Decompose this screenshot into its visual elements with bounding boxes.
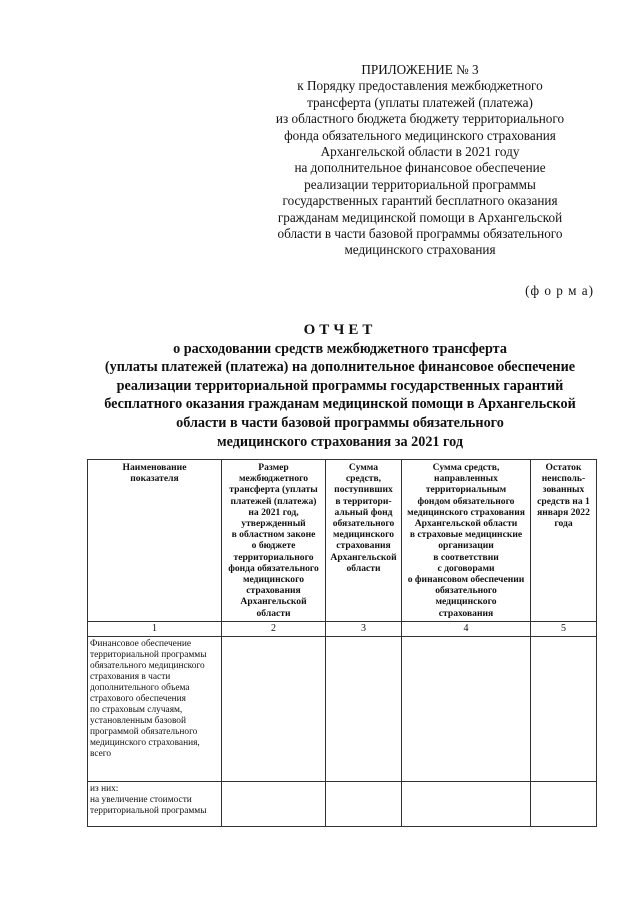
- column-header-line: Размер: [258, 462, 289, 473]
- column-header-line: Архангельской: [240, 596, 307, 608]
- report-title-line: реализации территориальной программы государственных гарантий: [116, 377, 564, 394]
- column-header-line: страхования: [336, 540, 391, 552]
- indicator-name-line: территориальной программы: [90, 649, 207, 660]
- column-header-line: обязательного: [332, 518, 395, 530]
- indicator-name-line: страхования в части: [90, 671, 171, 682]
- column-header: [531, 460, 597, 622]
- report-title-line: медицинского страхования за 2021 год: [216, 433, 463, 450]
- column-header-line: страхования: [438, 607, 494, 619]
- column-header-line: с договорами: [437, 562, 495, 574]
- indicator-name-cell: [88, 636, 222, 781]
- report-title: [60, 321, 620, 451]
- value-cell: [402, 781, 531, 826]
- column-header-line: января 2022: [537, 506, 590, 518]
- table-row: [88, 781, 597, 826]
- column-header: [402, 460, 531, 622]
- column-header-line: года: [554, 518, 573, 530]
- column-header-line: медицинского: [435, 596, 497, 608]
- column-header-line: фонда обязательного: [228, 562, 319, 574]
- column-header-line: средств,: [345, 473, 382, 485]
- indicator-name-line: медицинского страхования,: [90, 737, 200, 748]
- appendix-block: [240, 62, 600, 259]
- column-header-line: Сумма средств,: [432, 462, 500, 473]
- column-header-line: страхования: [246, 585, 301, 597]
- column-header-line: Сумма: [348, 462, 379, 473]
- column-header-line: Архангельской области: [414, 518, 518, 530]
- indicator-name-line: страхового обеспечения: [90, 693, 186, 704]
- column-header: [88, 460, 222, 622]
- appendix-line: государственных гарантий бесплатного оказания: [282, 193, 558, 209]
- column-header: [326, 460, 402, 622]
- column-header: [222, 460, 326, 622]
- column-header-line: в страховые медицинские: [409, 529, 523, 541]
- value-cell: [222, 636, 326, 781]
- report-title-line: бесплатного оказания гражданам медицинской помощи в Архангельской: [104, 396, 576, 413]
- column-header-line: о бюджете: [251, 540, 296, 552]
- column-number: 2: [222, 621, 326, 636]
- column-header-line: медицинского: [242, 574, 304, 586]
- indicator-name-cell: [88, 781, 222, 826]
- value-cell: [402, 636, 531, 781]
- column-header-line: неисполь-: [541, 473, 586, 485]
- appendix-line: к Порядку предоставления межбюджетного: [297, 78, 543, 94]
- column-header-line: территориальным: [425, 484, 507, 496]
- appendix-line: ПРИЛОЖЕНИЕ № 3: [361, 62, 479, 77]
- indicator-name-line: территориальной программы: [90, 805, 207, 816]
- column-header-line: в соответствии: [433, 551, 499, 563]
- column-header-line: средств на 1: [537, 495, 590, 507]
- indicator-name-line: дополнительного объема: [90, 682, 190, 693]
- value-cell: [326, 636, 402, 781]
- column-number: 1: [88, 621, 222, 636]
- appendix-line: из областного бюджета бюджету территориального: [275, 111, 565, 127]
- column-header-line: в областном законе: [231, 529, 316, 541]
- column-header-line: межбюджетного: [238, 473, 309, 485]
- column-header-line: медицинского: [332, 529, 394, 541]
- appendix-line: на дополнительное финансовое обеспечение: [294, 160, 546, 176]
- column-header-line: поступивших: [334, 484, 393, 496]
- report-title-line: области в части базовой программы обязательного: [176, 414, 504, 431]
- column-number-row: [88, 621, 597, 636]
- column-header-line: области: [346, 562, 381, 574]
- indicator-name-line: установленным базовой: [90, 715, 187, 726]
- form-label: (ф о р м а): [525, 283, 594, 298]
- column-header-line: трансферта (уплаты: [229, 484, 318, 496]
- column-header-line: медицинского страхования: [407, 506, 525, 518]
- column-number: 4: [402, 621, 531, 636]
- indicator-name-line: на увеличение стоимости: [90, 794, 192, 805]
- column-number: 3: [326, 621, 402, 636]
- column-number: 5: [531, 621, 597, 636]
- appendix-line: области в части базовой программы обязательного: [277, 226, 563, 242]
- column-header-line: зованных: [542, 484, 585, 496]
- indicator-name-line: по страховым случаям,: [90, 704, 183, 715]
- indicator-name-line: программой обязательного: [90, 726, 198, 737]
- appendix-line: медицинского страхования: [344, 242, 496, 258]
- indicator-name-line: всего: [90, 748, 112, 759]
- appendix-line: Архангельской области в 2021 году: [320, 144, 520, 160]
- report-title-line: о расходовании средств межбюджетного трансферта: [173, 340, 507, 357]
- indicator-name-line: Финансовое обеспечение: [90, 638, 192, 649]
- column-header-line: платежей (платежа): [230, 495, 317, 507]
- report-heading: ОТЧЕТ: [303, 322, 377, 338]
- column-header-line: показателя: [130, 473, 179, 485]
- value-cell: [222, 781, 326, 826]
- indicator-name-line: из них:: [90, 783, 119, 794]
- column-header-line: направленных: [434, 473, 498, 485]
- column-header-line: фондом обязательного: [417, 495, 515, 507]
- column-header-line: о финансовом обеспечении: [407, 574, 525, 586]
- value-cell: [531, 781, 597, 826]
- column-header-line: территориального: [233, 551, 314, 563]
- column-header-line: Наименование: [122, 462, 187, 473]
- report-table: [87, 459, 597, 827]
- appendix-line: гражданам медицинской помощи в Архангельской: [277, 209, 563, 225]
- column-header-line: утвержденный: [241, 518, 306, 530]
- appendix-line: фонда обязательного медицинского страхования: [284, 127, 556, 143]
- table-row: [88, 636, 597, 781]
- indicator-name-line: обязательного медицинского: [90, 660, 205, 671]
- column-header-line: Остаток: [545, 462, 582, 473]
- column-header-line: Архангельской: [330, 551, 397, 563]
- value-cell: [531, 636, 597, 781]
- appendix-line: реализации территориальной программы: [304, 176, 536, 192]
- report-title-line: (уплаты платежей (платежа) на дополнительное финансовое обеспечение: [104, 359, 576, 376]
- appendix-line: трансферта (уплаты платежей (платежа): [307, 94, 533, 110]
- column-header-line: в территори-: [335, 495, 392, 507]
- column-header-line: обязательного: [435, 585, 497, 597]
- column-header-line: области: [256, 607, 291, 619]
- value-cell: [326, 781, 402, 826]
- column-header-line: на 2021 год,: [248, 506, 299, 518]
- column-header-line: организации: [438, 540, 494, 552]
- table-header-row: [88, 460, 597, 622]
- column-header-line: альный фонд: [334, 506, 393, 518]
